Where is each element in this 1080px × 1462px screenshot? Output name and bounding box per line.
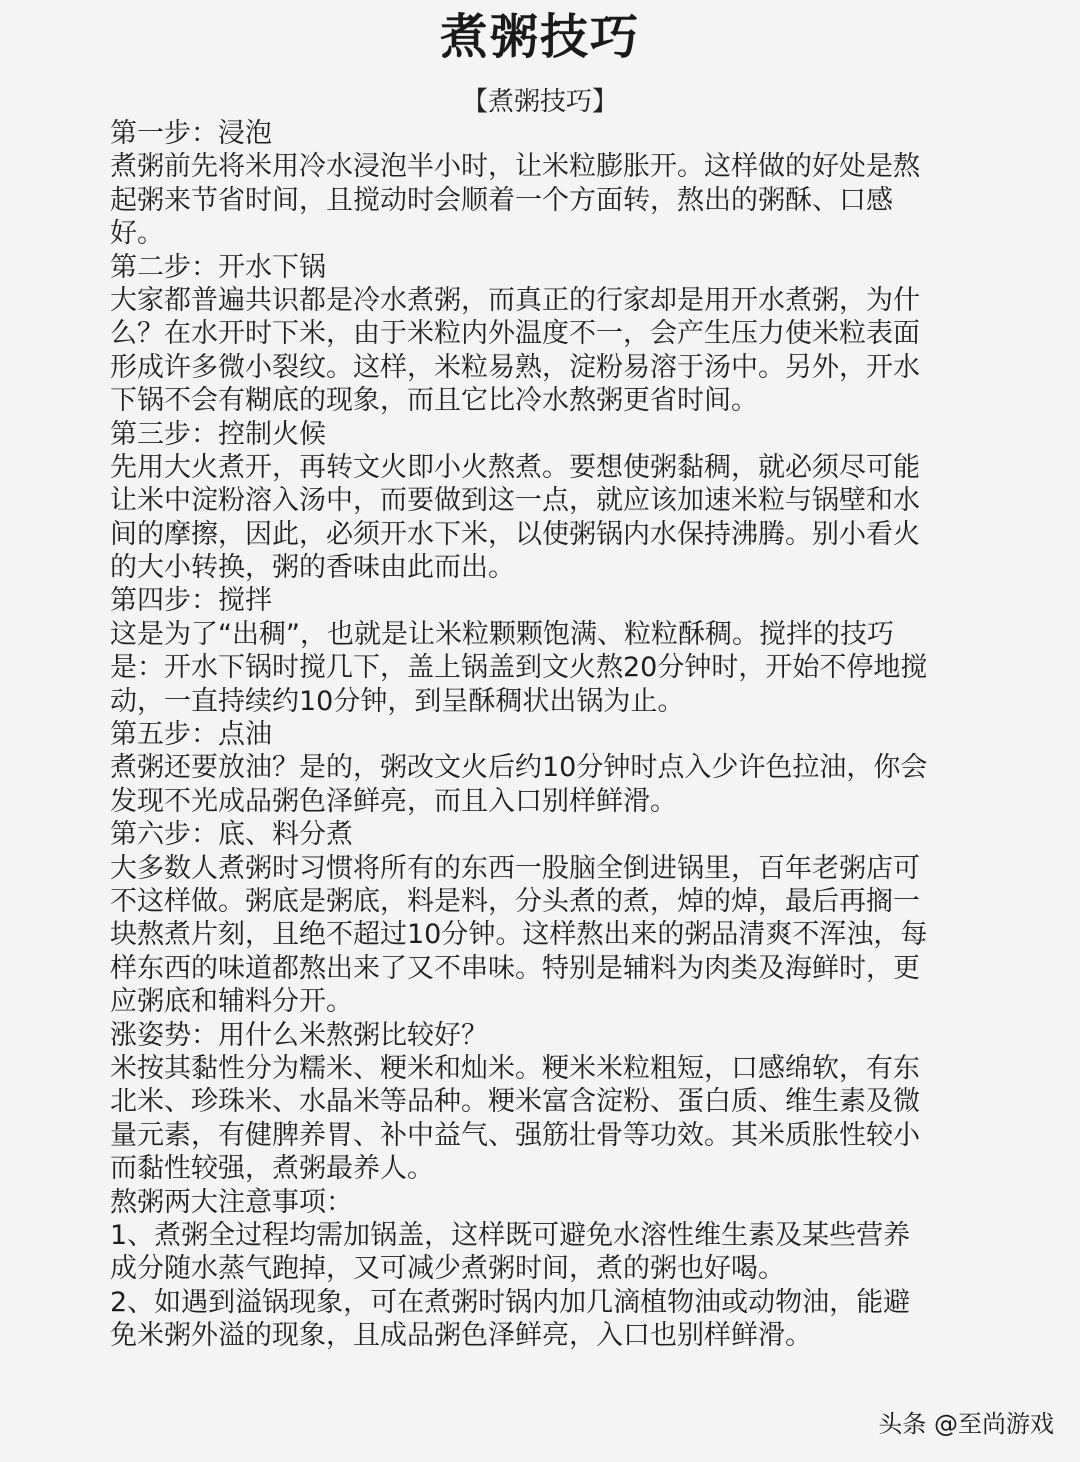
body-line: 是：开水下锅时搅几下，盖上锅盖到文火熬20分钟时，开始不停地搅 xyxy=(110,652,928,684)
body-line: 动，一直持续约10分钟，到呈酥稠状出锅为止。 xyxy=(110,685,685,717)
body-line: 的大小转换，粥的香味由此而出。 xyxy=(110,552,515,584)
body-line: 起粥来节省时间，且搅动时会顺着一个方面转，熬出的粥酥、口感 xyxy=(110,184,893,216)
article-body xyxy=(110,117,982,1352)
body-line: 米按其黏性分为糯米、粳米和灿米。粳米米粒粗短，口感绵软，有东 xyxy=(110,1052,920,1084)
body-line: 应粥底和辅料分开。 xyxy=(110,986,353,1018)
page-subtitle: 【煮粥技巧】 xyxy=(461,87,618,117)
body-line: 量元素，有健脾养胃、补中益气、强筋壮骨等功效。其米质胀性较小 xyxy=(110,1119,920,1151)
watermark-attribution: 头条 @至尚游戏 xyxy=(878,1410,1054,1438)
body-line: 么？在水开时下米，由于米粒内外温度不一，会产生压力使米粒表面 xyxy=(110,318,920,350)
body-line: 第一步：浸泡 xyxy=(110,118,272,149)
body-line: 间的摩擦，因此，必须开水下米，以使粥锅内水保持沸腾。别小看火 xyxy=(110,518,920,550)
body-line: 好。 xyxy=(110,218,164,250)
body-line: 涨姿势：用什么米熬粥比较好？ xyxy=(110,1019,488,1051)
page-title: 煮粥技巧 xyxy=(439,9,640,65)
body-line: 第三步：控制火候 xyxy=(110,418,326,450)
body-line: 第六步：底、料分煮 xyxy=(110,819,353,851)
body-line: 1、煮粥全过程均需加锅盖，这样既可避免水溶性维生素及某些营养 xyxy=(110,1219,911,1251)
body-line: 大多数人煮粥时习惯将所有的东西一股脑全倒进锅里，百年老粥店可 xyxy=(110,852,920,884)
body-line: 这是为了“出稠”，也就是让米粒颗颗饱满、粒粒酥稠。搅拌的技巧 xyxy=(110,618,894,650)
body-line: 熬粥两大注意事项： xyxy=(110,1186,353,1218)
body-line: 第四步：搅拌 xyxy=(110,585,272,617)
body-line: 让米中淀粉溶入汤中，而要做到这一点，就应该加速米粒与锅壁和水 xyxy=(110,485,920,517)
body-line: 第二步：开水下锅 xyxy=(110,251,326,283)
body-line: 块熬煮片刻，且绝不超过10分钟。这样熬出来的粥品清爽不浑浊，每 xyxy=(110,919,928,951)
body-line: 而黏性较强，煮粥最养人。 xyxy=(110,1153,434,1185)
body-line: 先用大火煮开，再转文火即小火熬煮。要想使粥黏稠，就必须尽可能 xyxy=(110,451,920,483)
body-line: 成分随水蒸气跑掉，又可减少煮粥时间，煮的粥也好喝。 xyxy=(110,1253,785,1285)
body-line: 下锅不会有糊底的现象，而且它比冷水熬粥更省时间。 xyxy=(110,385,758,417)
body-line: 2、如遇到溢锅现象，可在煮粥时锅内加几滴植物油或动物油，能避 xyxy=(110,1286,911,1318)
body-line: 煮粥前先将米用冷水浸泡半小时，让米粒膨胀开。这样做的好处是熬 xyxy=(110,151,920,183)
body-line: 煮粥还要放油？是的，粥改文火后约10分钟时点入少许色拉油，你会 xyxy=(110,752,928,784)
body-line: 免米粥外溢的现象，且成品粥色泽鲜亮，入口也别样鲜滑。 xyxy=(110,1320,812,1352)
body-line: 大家都普遍共识都是冷水煮粥，而真正的行家却是用开水煮粥，为什 xyxy=(110,284,920,316)
body-line: 不这样做。粥底是粥底，料是料，分头煮的煮，焯的焯，最后再搁一 xyxy=(110,885,920,917)
body-line: 北米、珍珠米、水晶米等品种。粳米富含淀粉、蛋白质、维生素及微 xyxy=(110,1086,920,1118)
body-line: 第五步：点油 xyxy=(110,719,272,751)
body-line: 样东西的味道都熬出来了又不串味。特别是辅料为肉类及海鲜时，更 xyxy=(110,952,920,984)
body-line: 发现不光成品粥色泽鲜亮，而且入口别样鲜滑。 xyxy=(110,785,677,817)
body-line: 形成许多微小裂纹。这样，米粒易熟，淀粉易溶于汤中。另外，开水 xyxy=(110,351,920,383)
